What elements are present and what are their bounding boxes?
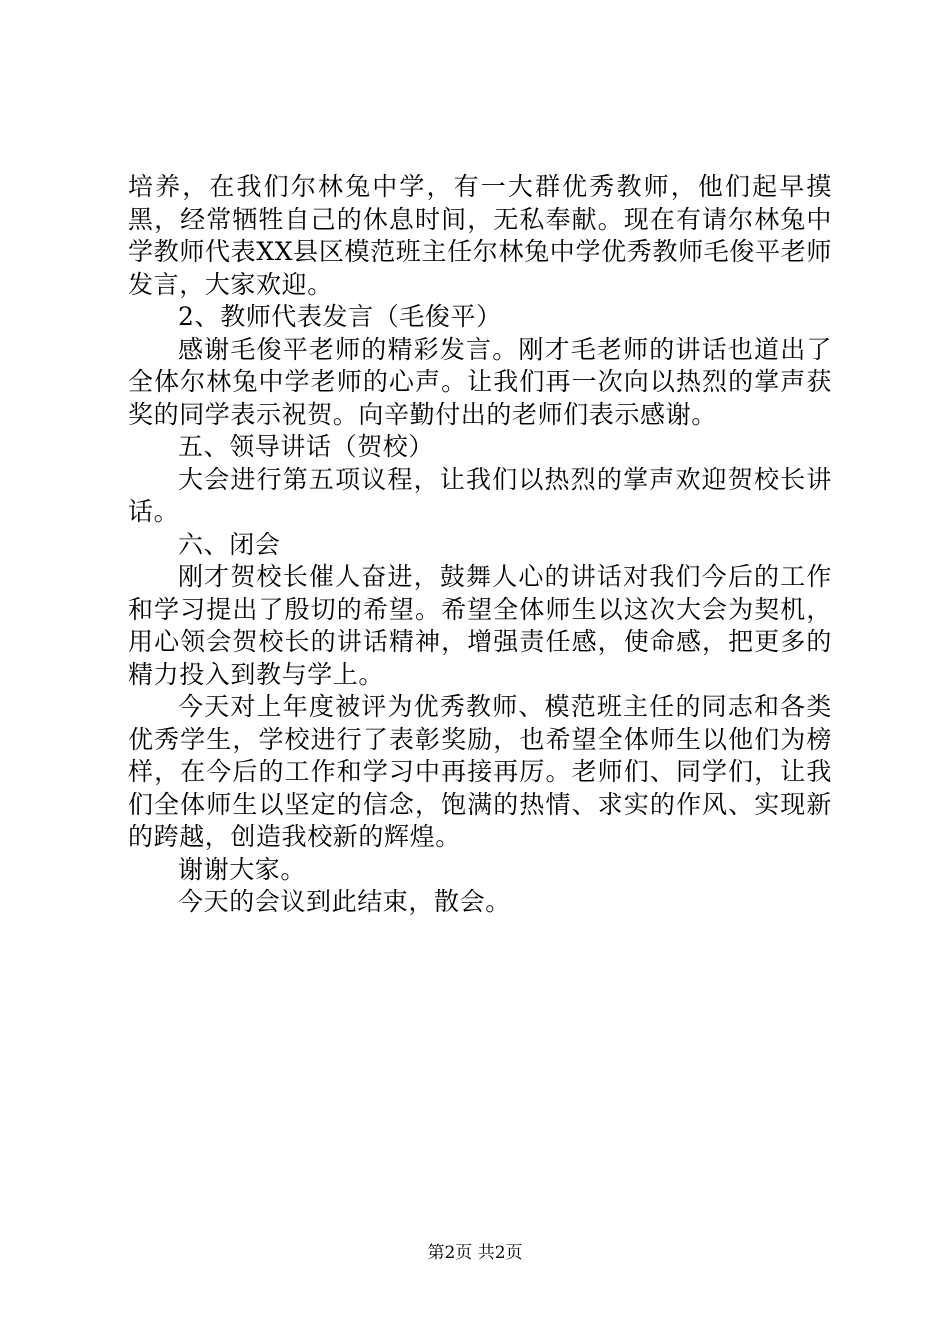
paragraph-awards-summary: 今天对上年度被评为优秀教师、模范班主任的同志和各类优秀学生，学校进行了表彰奖励，也希望全体师生以他们为榜样，在今后的工作和学习中再接再厉。老师们、同学们，让我们全体师生以坚定的信念，饱满的热情、求实的作风、实现新的跨越，创造我校新的辉煌。 (128, 692, 832, 851)
heading-leader-speech: 五、领导讲话（贺校） (178, 432, 435, 461)
paragraph-fifth-agenda: 大会进行第五项议程，让我们以热烈的掌声欢迎贺校长讲话。 (128, 464, 832, 526)
page-number-footer: 第2页 共2页 (427, 1243, 523, 1263)
paragraph-meeting-end: 今天的会议到此结束，散会。 (178, 887, 511, 916)
paragraph-thanks-teacher: 感谢毛俊平老师的精彩发言。刚才毛老师的讲话也道出了全体尔林兔中学老师的心声。让我们再一次向以热烈的掌声获奖的同学表示祝贺。向辛勤付出的老师们表示感谢。 (128, 334, 832, 429)
paragraph-continued-intro: 培养，在我们尔林兔中学，有一大群优秀教师，他们起早摸黑，经常牺牲自己的休息时间，无私奉献。现在有请尔林兔中学教师代表XX县区模范班主任尔林兔中学优秀教师毛俊平老师发言，大家欢迎。 (128, 172, 832, 299)
document-body (128, 171, 832, 919)
paragraph-thank-you: 谢谢大家。 (178, 854, 307, 884)
heading-closing: 六、闭会 (178, 529, 281, 559)
heading-teacher-speech: 2、教师代表发言（毛俊平） (178, 302, 502, 331)
paragraph-closing-remarks: 刚才贺校长催人奋进，鼓舞人心的讲话对我们今后的工作和学习提出了殷切的希望。希望全体师生以这次大会为契机，用心领会贺校长的讲话精神，增强责任感，使命感，把更多的精力投入到教与学上。 (128, 562, 832, 689)
